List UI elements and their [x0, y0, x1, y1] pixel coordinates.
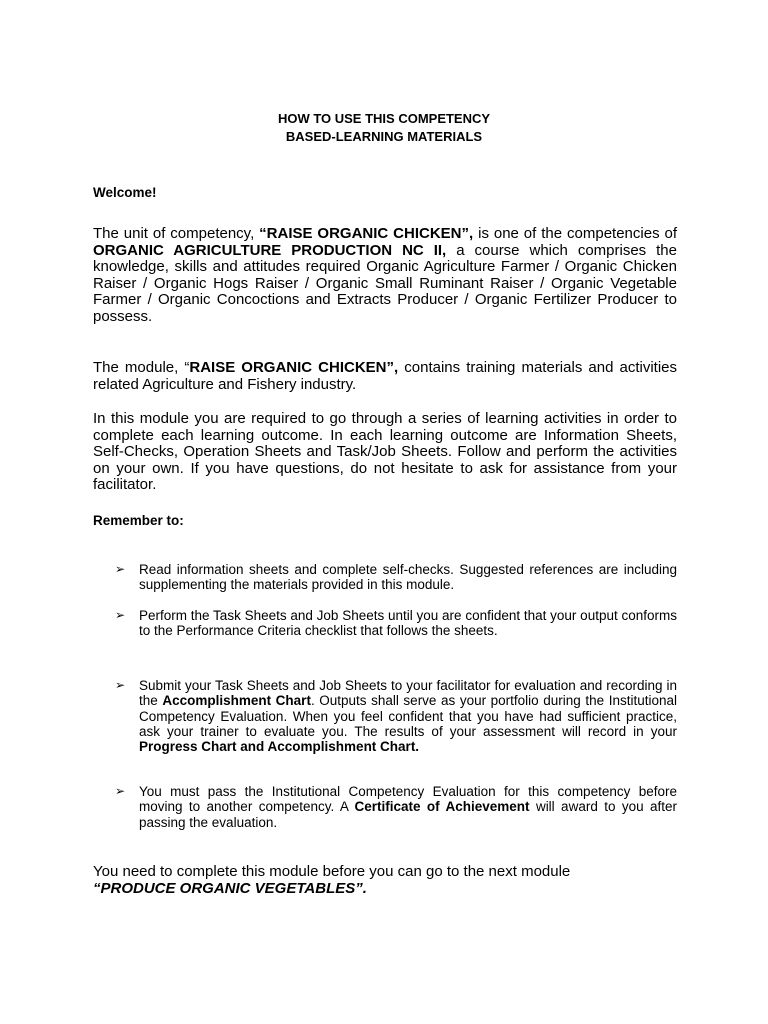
- next-module-name: “PRODUCE ORGANIC VEGETABLES”.: [93, 879, 367, 897]
- bullet4-text-2: will award to you after passing the evaluation.: [139, 799, 677, 830]
- document-title-line-1: HOW TO USE THIS COMPETENCY: [277, 111, 491, 126]
- list-item: [115, 562, 677, 593]
- qualification-name: ORGANIC AGRICULTURE PRODUCTION NC II,: [93, 241, 447, 259]
- list-item-text: [139, 678, 677, 754]
- welcome-heading: Welcome!: [93, 185, 157, 200]
- progress-chart-term: Progress Chart and Accomplishment Chart.: [139, 739, 420, 755]
- intro-text-2: is one of the competencies of: [473, 225, 677, 242]
- certificate-term: Certificate of Achievement: [354, 799, 530, 815]
- closing-text: You need to complete this module before you can go to the next module: [93, 863, 571, 880]
- instructions-paragraph: In this module you are required to go through a series of learning activities in order to complete each learning outcome. In each learning outcome are Information Sheets, Self-Checks, Operation Sheets and Task/Job Sheets. Follow and perform the activities on your own. If you have questions, do not hesitate to ask for assistance from your facilitator.: [93, 410, 677, 494]
- arrow-bullet-icon: ➢: [115, 784, 126, 798]
- module-name: RAISE ORGANIC CHICKEN”,: [189, 359, 399, 376]
- intro-text-1: The unit of competency,: [93, 225, 260, 242]
- module-paragraph: [93, 360, 677, 393]
- arrow-bullet-icon: ➢: [115, 562, 126, 576]
- accomplishment-chart-term: Accomplishment Chart: [162, 693, 311, 709]
- intro-text-3: a course which comprises the knowledge, skills and attitudes required Organic Agriculture Farmer / Organic Chicken Raiser / Organic Hogs Raiser / Organic Small Ruminant Raiser / Organic Vegetable Farmer / Organic Concoctions and Extracts Producer / Organic Fertilizer Producer to possess.: [93, 241, 677, 325]
- list-item: [115, 784, 677, 830]
- bullet3-text-2: . Outputs shall serve as your portfolio during the Institutional Competency Evaluation. When you feel confident that you have had sufficient practice, ask your trainer to evaluate you. The results of your assessment will record in your: [139, 693, 677, 739]
- list-item-text: Read information sheets and complete self-checks. Suggested references are including supplementing the materials provided in this module.: [139, 562, 677, 593]
- intro-paragraph: [93, 226, 677, 326]
- closing-paragraph: [93, 864, 653, 897]
- bullet3-text-1: Submit your Task Sheets and Job Sheets to your facilitator for evaluation and recording in the: [139, 678, 677, 709]
- document-title-line-2: BASED-LEARNING MATERIALS: [285, 129, 483, 144]
- module-text-1: The module, “: [93, 359, 190, 376]
- list-item-text: [139, 784, 677, 830]
- list-item-text: Perform the Task Sheets and Job Sheets until you are confident that your output conforms to the Performance Criteria checklist that follows the sheets.: [139, 608, 677, 639]
- arrow-bullet-icon: ➢: [115, 608, 126, 622]
- list-item: [115, 608, 677, 639]
- list-item: [115, 678, 677, 754]
- module-text-2: contains training materials and activities related Agriculture and Fishery industry.: [93, 359, 678, 393]
- remember-heading: Remember to:: [93, 513, 184, 528]
- unit-of-competency-name: “RAISE ORGANIC CHICKEN”,: [259, 225, 474, 242]
- bullet4-text-1: You must pass the Institutional Competency Evaluation for this competency before moving to another competency. A: [139, 784, 677, 815]
- arrow-bullet-icon: ➢: [115, 678, 126, 692]
